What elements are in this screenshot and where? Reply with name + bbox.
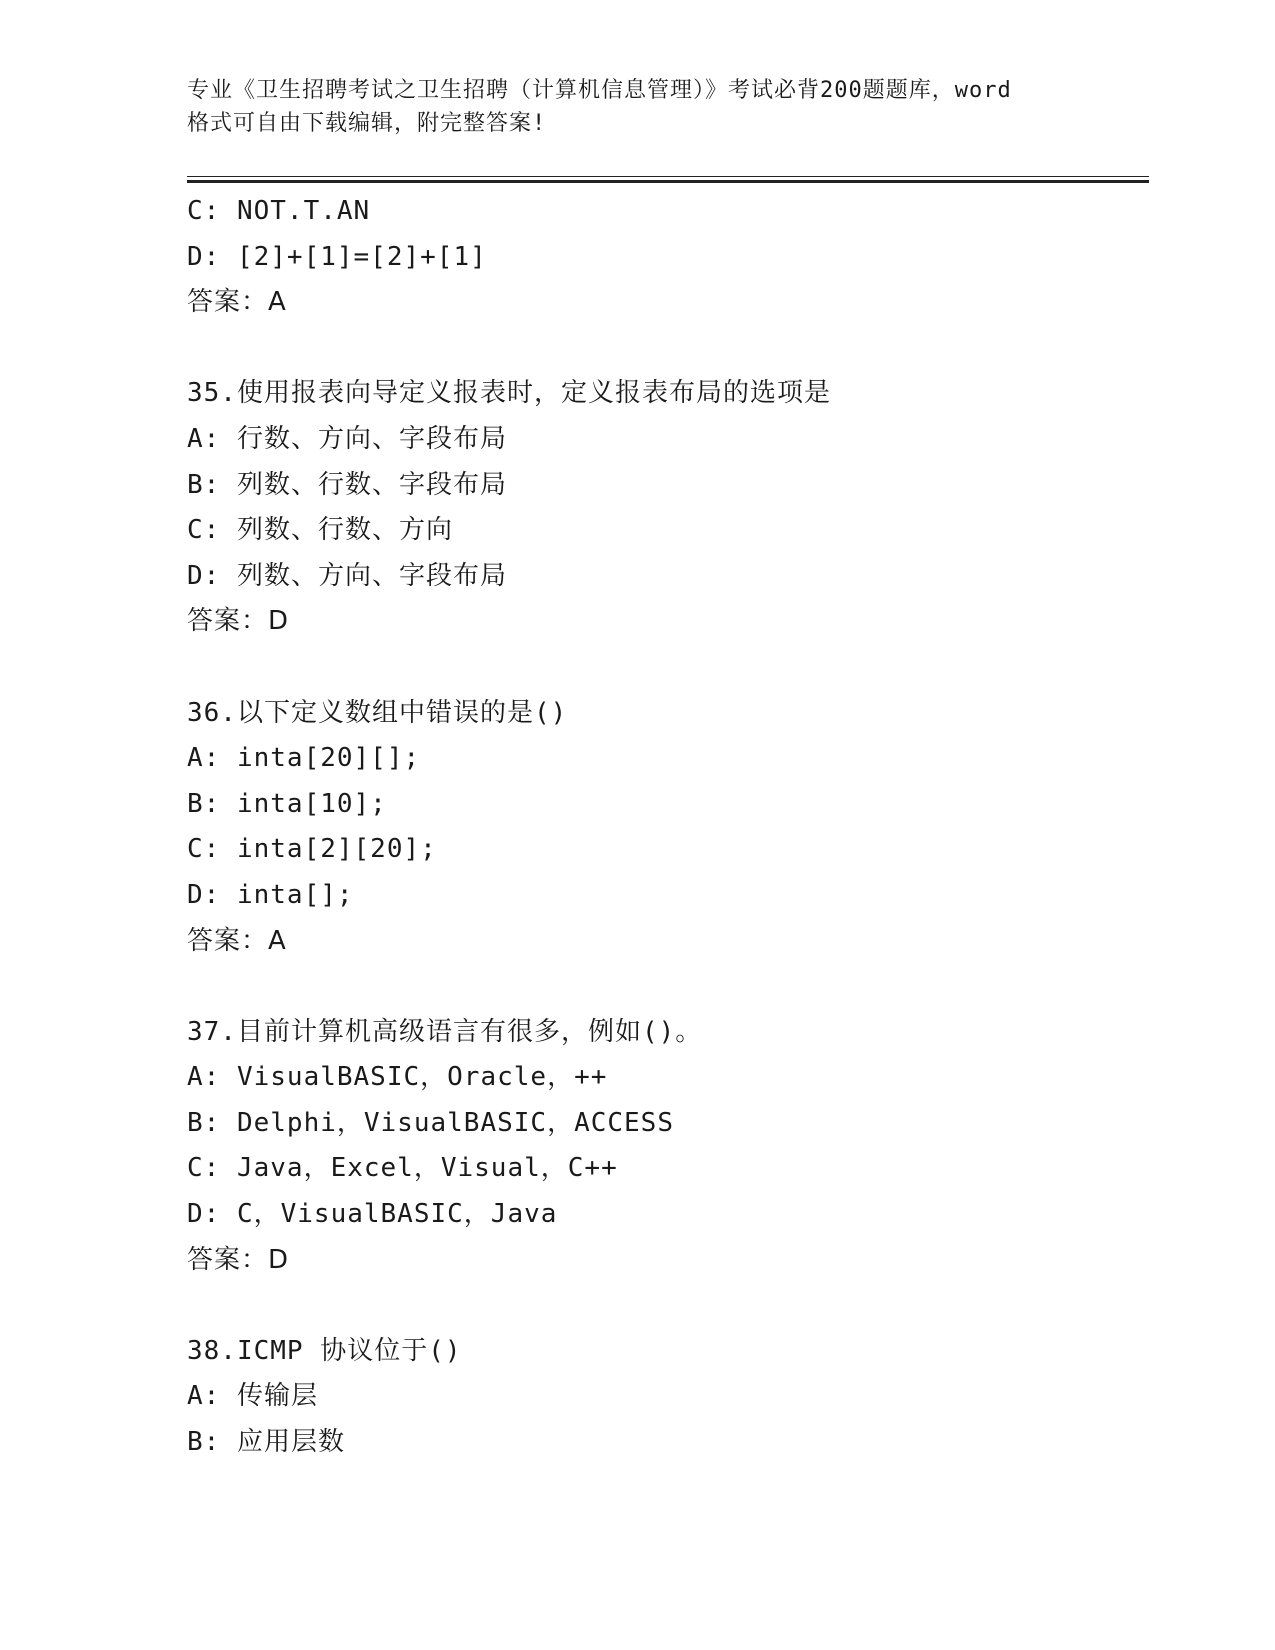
option-b: B: 应用层数 [187, 1427, 345, 1458]
block-spacer [187, 1283, 1127, 1329]
block-spacer [187, 326, 1127, 372]
option-b: B: inta[10]; [187, 788, 387, 819]
answer-line: 答案：D [187, 1244, 290, 1275]
option-a: A: 行数、方向、字段布局 [187, 423, 507, 454]
option-d: D: C，VisualBASIC，Java [187, 1199, 558, 1230]
option-d: D: [2]+[1]=[2]+[1] [187, 241, 487, 272]
option-c: C: NOT.T.AN [187, 196, 371, 226]
document-header [187, 74, 1087, 140]
block-spacer [187, 964, 1127, 1010]
answer-line: 答案：A [187, 925, 287, 956]
option-d: D: 列数、方向、字段布局 [187, 560, 507, 591]
question-stem: 36.以下定义数组中错误的是() [187, 697, 568, 728]
option-c: C: inta[2][20]; [187, 834, 437, 865]
header-divider-thin [187, 176, 1149, 177]
question-stem: 38.ICMP 协议位于() [187, 1335, 462, 1366]
question-block-35 [187, 371, 1127, 645]
header-divider-thick [187, 180, 1149, 183]
option-b: B: Delphi，VisualBASIC，ACCESS [187, 1107, 674, 1138]
block-spacer [187, 645, 1127, 691]
question-list [187, 189, 1127, 1466]
answer-line: 答案：A [187, 287, 287, 318]
option-a: A: VisualBASIC，Oracle，++ [187, 1062, 608, 1093]
question-stem: 37.目前计算机高级语言有很多，例如()。 [187, 1016, 703, 1047]
answer-line: 答案：D [187, 606, 290, 637]
option-c: C: 列数、行数、方向 [187, 515, 453, 546]
option-a: A: inta[20][]; [187, 743, 421, 774]
option-b: B: 列数、行数、字段布局 [187, 469, 507, 500]
header-title-line-2: 格式可自由下载编辑，附完整答案! [187, 111, 547, 136]
question-block-38 [187, 1329, 1127, 1466]
header-title-line-1: 专业《卫生招聘考试之卫生招聘（计算机信息管理）》考试必背200题题库，word [187, 78, 1012, 103]
option-c: C: Java，Excel，Visual，C++ [187, 1153, 618, 1184]
question-stem: 35.使用报表向导定义报表时，定义报表布局的选项是 [187, 378, 831, 409]
question-block-34 [187, 189, 1127, 326]
question-block-37 [187, 1010, 1127, 1284]
question-block-36 [187, 691, 1127, 965]
option-a: A: 传输层 [187, 1381, 318, 1412]
option-d: D: inta[]; [187, 879, 354, 910]
